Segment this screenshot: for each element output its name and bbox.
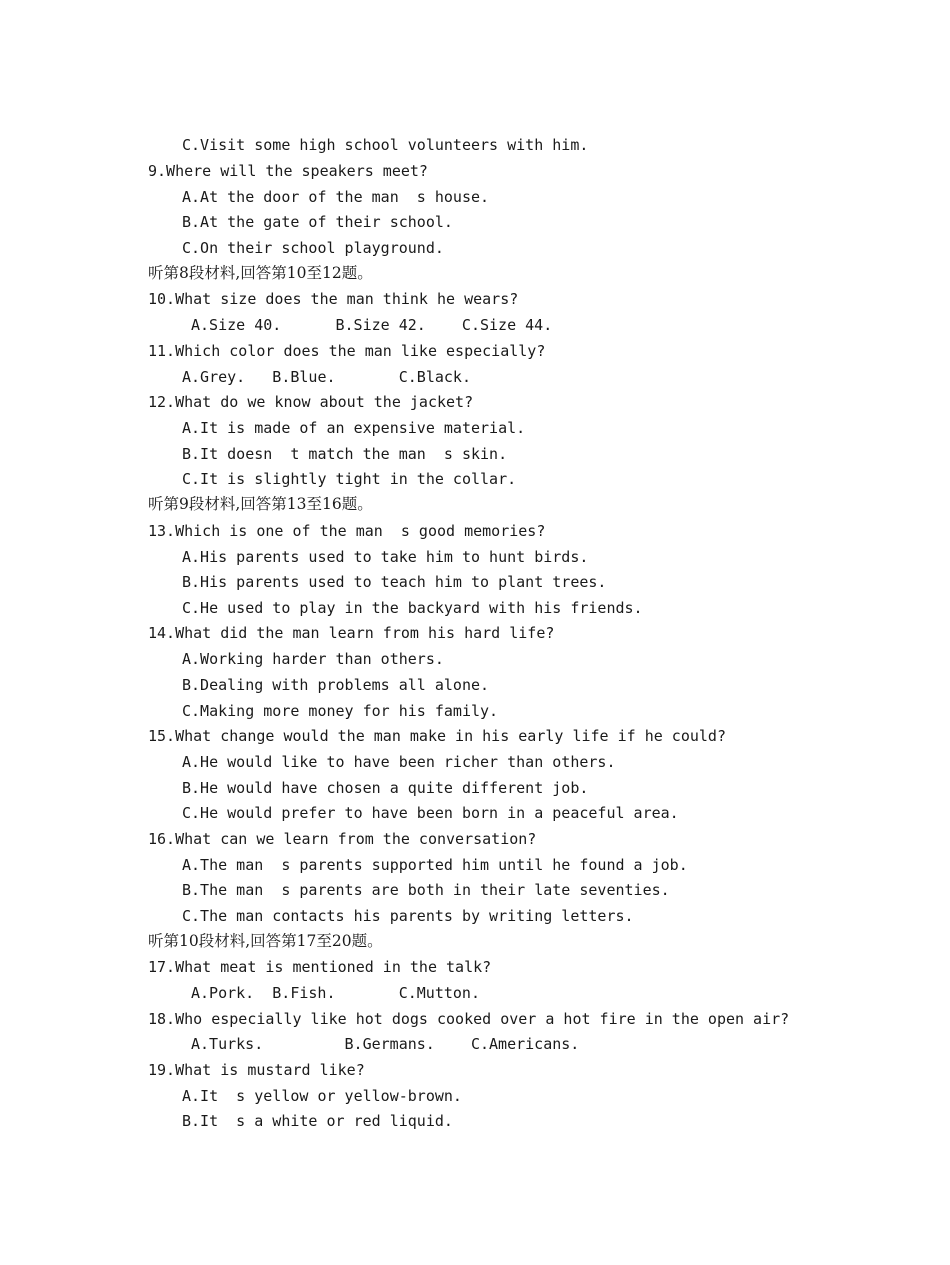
question-line: 19.What is mustard like?: [148, 1061, 365, 1079]
section-heading: 听第8段材料,回答第10至12题。: [148, 264, 373, 282]
option-row: A.Size 40. B.Size 42. C.Size 44.: [191, 316, 553, 334]
question-line: 11.Which color does the man like especially?: [148, 342, 546, 360]
option-line: C.Visit some high school volunteers with him.: [182, 136, 589, 154]
option-line: B.At the gate of their school.: [182, 213, 453, 231]
option-line: C.It is slightly tight in the collar.: [182, 470, 517, 488]
option-line: B.Dealing with problems all alone.: [182, 676, 490, 694]
option-line: C.He would prefer to have been born in a peaceful area.: [182, 804, 679, 822]
question-line: 15.What change would the man make in his early life if he could?: [148, 727, 726, 745]
option-line: C.He used to play in the backyard with his friends.: [182, 599, 643, 617]
option-line: B.His parents used to teach him to plant trees.: [182, 573, 607, 591]
question-line: 9.Where will the speakers meet?: [148, 162, 428, 180]
option-line: C.The man contacts his parents by writing letters.: [182, 907, 634, 925]
option-row: A.Turks. B.Germans. C.Americans.: [191, 1035, 580, 1053]
question-line: 12.What do we know about the jacket?: [148, 393, 474, 411]
option-line: C.Making more money for his family.: [182, 702, 499, 720]
option-line: A.Working harder than others.: [182, 650, 444, 668]
option-line: B.He would have chosen a quite different job.: [182, 779, 589, 797]
question-line: 16.What can we learn from the conversation?: [148, 830, 537, 848]
option-row: A.Grey. B.Blue. C.Black.: [182, 368, 471, 386]
section-heading: 听第10段材料,回答第17至20题。: [148, 932, 383, 950]
option-line: A.At the door of the man s house.: [182, 188, 490, 206]
question-line: 10.What size does the man think he wears?: [148, 290, 519, 308]
section-heading: 听第9段材料,回答第13至16题。: [148, 495, 373, 513]
option-line: B.The man s parents are both in their late seventies.: [182, 881, 670, 899]
option-line: A.His parents used to take him to hunt birds.: [182, 548, 589, 566]
question-line: 18.Who especially like hot dogs cooked over a hot fire in the open air?: [148, 1010, 790, 1028]
option-line: B.It doesn t match the man s skin.: [182, 445, 508, 463]
option-line: B.It s a white or red liquid.: [182, 1112, 453, 1130]
option-line: A.It is made of an expensive material.: [182, 419, 526, 437]
question-line: 17.What meat is mentioned in the talk?: [148, 958, 492, 976]
option-line: C.On their school playground.: [182, 239, 444, 257]
option-line: A.It s yellow or yellow-brown.: [182, 1087, 462, 1105]
option-row: A.Pork. B.Fish. C.Mutton.: [191, 984, 480, 1002]
option-line: A.The man s parents supported him until he found a job.: [182, 856, 688, 874]
question-line: 14.What did the man learn from his hard life?: [148, 624, 555, 642]
question-line: 13.Which is one of the man s good memories?: [148, 522, 546, 540]
option-line: A.He would like to have been richer than others.: [182, 753, 616, 771]
